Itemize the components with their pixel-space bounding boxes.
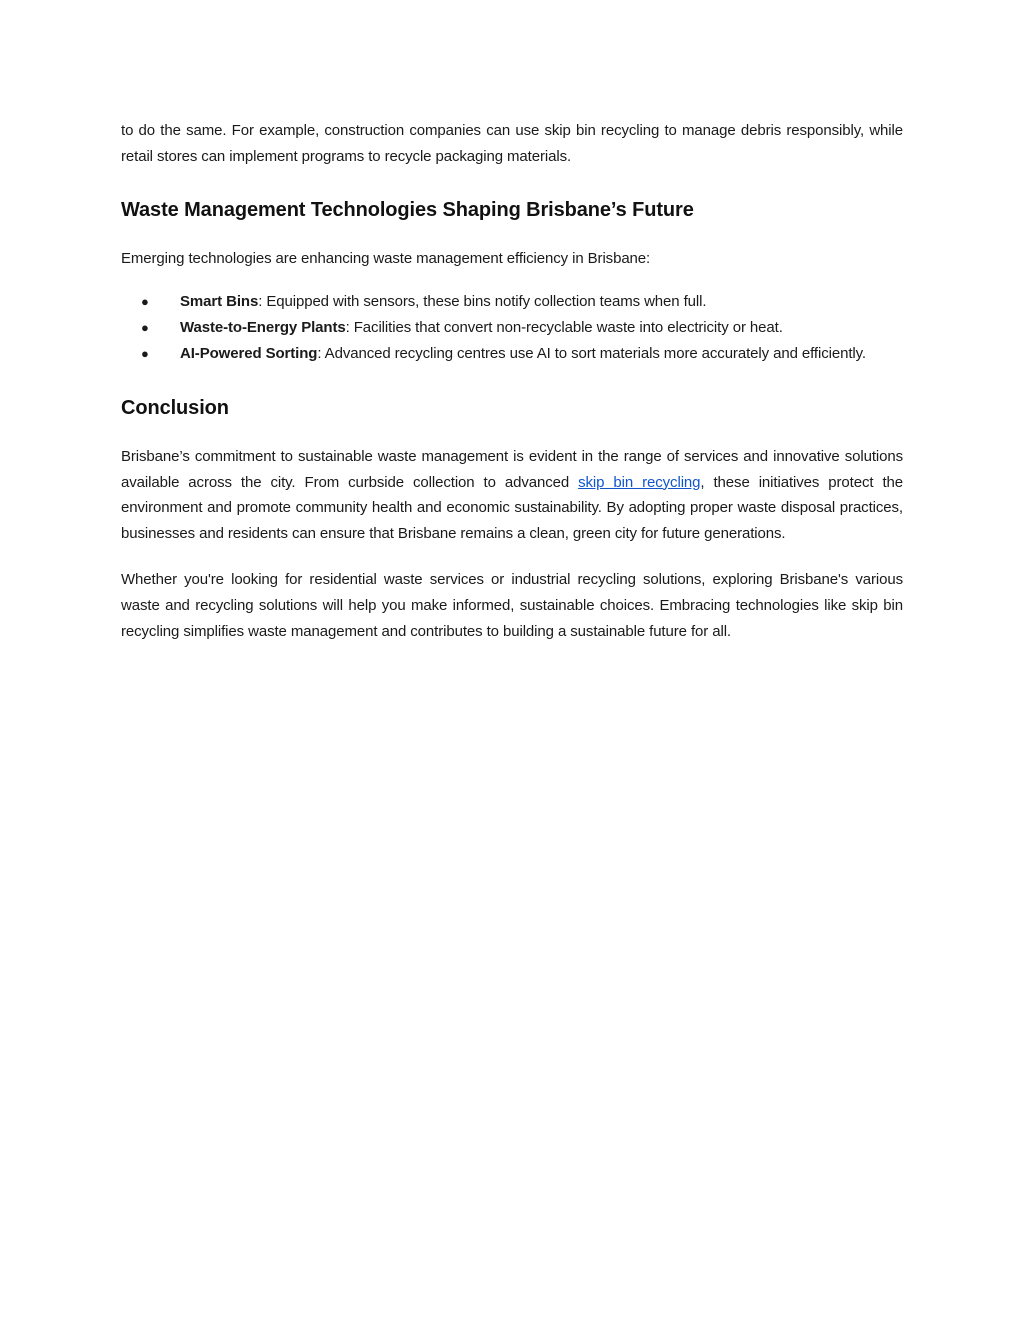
- list-item-term: Smart Bins: [180, 293, 259, 311]
- bullet-icon: ●: [141, 345, 149, 361]
- section-heading-conclusion: Conclusion: [121, 396, 229, 419]
- list-item: [121, 341, 903, 367]
- list-item-text: : Facilities that convert non-recyclable waste into electricity or heat.: [345, 319, 783, 337]
- list-item: [121, 289, 903, 315]
- list-item-text: : Advanced recycling centres use AI to sort materials more accurately and efficiently.: [317, 344, 866, 362]
- technologies-list: [121, 289, 903, 366]
- conclusion-text-after-link: , these initiatives protect the environment and promote community health and economic sustainability. By adopting proper waste disposal practices, businesses and residents can ensure that Brisbane remains a clean, green city for future generations.: [121, 473, 903, 543]
- list-item-text: : Equipped with sensors, these bins notify collection teams when full.: [258, 293, 707, 311]
- conclusion-paragraph-1: [121, 444, 903, 547]
- section-heading-technologies: Waste Management Technologies Shaping Brisbane’s Future: [121, 198, 694, 221]
- conclusion-paragraph-2: Whether you're looking for residential waste services or industrial recycling solutions, exploring Brisbane's various waste and recycling solutions will help you make informed, sustainable choices. Embracing technologies like skip bin recycling simplifies waste management and contributes to building a sustainable future for all.: [121, 570, 903, 640]
- bullet-icon: ●: [141, 294, 149, 310]
- document-page: [121, 118, 903, 644]
- skip-bin-recycling-link[interactable]: skip bin recycling: [578, 473, 701, 491]
- list-item-term: AI-Powered Sorting: [180, 344, 318, 362]
- intro-paragraph: to do the same. For example, construction companies can use skip bin recycling to manage debris responsibly, while retail stores can implement programs to recycle packaging materials.: [121, 122, 903, 165]
- list-item: [121, 315, 903, 341]
- bullet-icon: ●: [141, 320, 149, 336]
- technologies-intro-paragraph: Emerging technologies are enhancing waste management efficiency in Brisbane:: [121, 249, 651, 267]
- conclusion-text-before-link: Brisbane’s commitment to sustainable waste management is evident in the range of services and innovative solutions available across the city. From curbside collection to advanced: [121, 447, 903, 491]
- list-item-term: Waste-to-Energy Plants: [180, 319, 346, 337]
